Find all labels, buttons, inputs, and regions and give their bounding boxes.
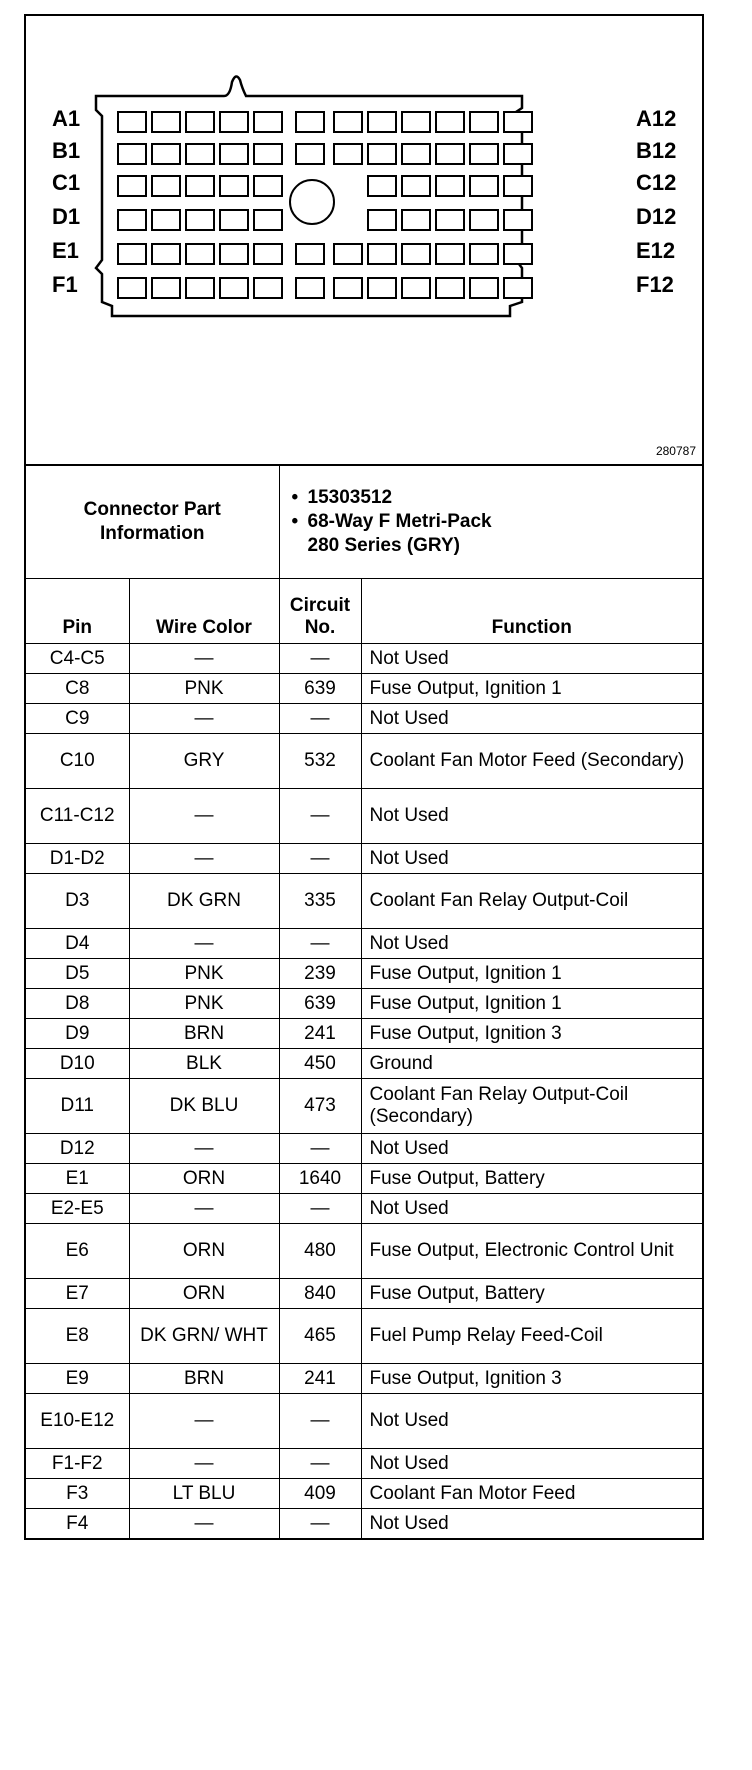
pin-cell: E1 [26, 1164, 129, 1194]
terminal-cavity [254, 176, 282, 196]
terminal-cavity [186, 210, 214, 230]
wire-color-cell: — [129, 1449, 279, 1479]
pin-cell: C8 [26, 674, 129, 704]
pin-cell: E9 [26, 1364, 129, 1394]
table-row [26, 1019, 702, 1049]
pin-cell: E8 [26, 1309, 129, 1364]
terminal-cavity [186, 244, 214, 264]
function-cell: Not Used [361, 1449, 702, 1479]
function-cell: Ground [361, 1049, 702, 1079]
wire-color-cell: PNK [129, 989, 279, 1019]
wire-color-cell: ORN [129, 1224, 279, 1279]
terminal-cavity [254, 112, 282, 132]
circuit-no-cell: 532 [279, 734, 361, 789]
circuit-no-cell: 239 [279, 959, 361, 989]
terminal-cavity [436, 176, 464, 196]
connector-diagram [26, 16, 702, 466]
terminal-cavity [220, 278, 248, 298]
pin-cell: E6 [26, 1224, 129, 1279]
terminal-cavity [220, 176, 248, 196]
function-cell: Not Used [361, 704, 702, 734]
circuit-no-cell: 840 [279, 1279, 361, 1309]
pin-cell: D1-D2 [26, 844, 129, 874]
wire-color-cell: PNK [129, 959, 279, 989]
table-row [26, 1049, 702, 1079]
circuit-no-cell: 639 [279, 674, 361, 704]
terminal-cavity [296, 278, 324, 298]
circuit-no-cell: 335 [279, 874, 361, 929]
circuit-no-cell: 241 [279, 1364, 361, 1394]
pin-cell: D9 [26, 1019, 129, 1049]
center-bolt-hole [290, 180, 334, 224]
row-label-left: D1 [52, 204, 81, 229]
terminal-cavity [118, 210, 146, 230]
circuit-no-cell: — [279, 704, 361, 734]
wire-color-cell: — [129, 1394, 279, 1449]
terminal-cavity [402, 144, 430, 164]
terminal-cavity [220, 244, 248, 264]
terminal-cavity [402, 112, 430, 132]
terminal-cavity [368, 144, 396, 164]
terminal-cavity [470, 278, 498, 298]
row-label-left: C1 [52, 170, 81, 195]
circuit-no-cell: — [279, 644, 361, 674]
terminal-cavity [152, 210, 180, 230]
wire-color-cell: ORN [129, 1164, 279, 1194]
terminal-cavity [470, 112, 498, 132]
table-row [26, 1164, 702, 1194]
row-label-left: E1 [52, 238, 79, 263]
wire-color-cell: — [129, 789, 279, 844]
table-row [26, 734, 702, 789]
pin-cell: C9 [26, 704, 129, 734]
table-row [26, 1194, 702, 1224]
pin-cell: E10-E12 [26, 1394, 129, 1449]
wire-color-cell: — [129, 929, 279, 959]
pin-cell: D11 [26, 1079, 129, 1134]
function-cell: Coolant Fan Relay Output-Coil [361, 874, 702, 929]
connector-face-drawing [26, 16, 702, 464]
terminal-cavity [504, 112, 532, 132]
terminal-cavity [118, 112, 146, 132]
terminal-cavity [186, 112, 214, 132]
terminal-cavity [186, 144, 214, 164]
pinout-table [26, 578, 702, 1538]
circuit-no-cell: — [279, 1449, 361, 1479]
table-row [26, 644, 702, 674]
circuit-no-cell: 1640 [279, 1164, 361, 1194]
wire-color-cell: BRN [129, 1364, 279, 1394]
terminal-cavity [152, 278, 180, 298]
function-cell: Coolant Fan Relay Output-Coil (Secondary) [361, 1079, 702, 1134]
function-cell: Fuse Output, Ignition 3 [361, 1019, 702, 1049]
pin-cell: D12 [26, 1134, 129, 1164]
row-label-right: D12 [636, 204, 677, 229]
function-cell: Not Used [361, 1194, 702, 1224]
terminal-cavity [368, 278, 396, 298]
terminal-cavity [254, 244, 282, 264]
terminal-cavity [296, 244, 324, 264]
terminal-cavity [334, 112, 362, 132]
function-cell: Fuse Output, Electronic Control Unit [361, 1224, 702, 1279]
function-cell: Fuse Output, Ignition 3 [361, 1364, 702, 1394]
row-label-right: C12 [636, 170, 677, 195]
function-cell: Not Used [361, 929, 702, 959]
function-cell: Coolant Fan Motor Feed (Secondary) [361, 734, 702, 789]
terminal-cavity [220, 112, 248, 132]
pin-cell: D10 [26, 1049, 129, 1079]
table-row [26, 959, 702, 989]
circuit-no-cell: — [279, 1394, 361, 1449]
pin-cell: F4 [26, 1509, 129, 1539]
wire-color-cell: GRY [129, 734, 279, 789]
function-cell: Fuse Output, Ignition 1 [361, 989, 702, 1019]
terminal-cavity [152, 244, 180, 264]
row-label-left: B1 [52, 138, 81, 163]
terminal-cavity [254, 144, 282, 164]
connector-description-line2: 280 Series (GRY) [307, 535, 460, 556]
table-row [26, 1134, 702, 1164]
circuit-no-cell: — [279, 1134, 361, 1164]
pin-cell: C11-C12 [26, 789, 129, 844]
terminal-cavity [334, 144, 362, 164]
terminal-cavity [504, 176, 532, 196]
pin-header: Pin [26, 579, 129, 644]
terminal-cavity [402, 244, 430, 264]
terminal-cavity [504, 244, 532, 264]
wire-color-cell: — [129, 1134, 279, 1164]
circuit-no-cell: 465 [279, 1309, 361, 1364]
terminal-cavity [152, 112, 180, 132]
pin-cell: D5 [26, 959, 129, 989]
wire-color-cell: BRN [129, 1019, 279, 1049]
terminal-cavity [470, 210, 498, 230]
function-cell: Fuse Output, Battery [361, 1164, 702, 1194]
pin-cell: E7 [26, 1279, 129, 1309]
terminal-cavity [118, 176, 146, 196]
table-row [26, 674, 702, 704]
table-row [26, 1509, 702, 1539]
function-cell: Coolant Fan Motor Feed [361, 1479, 702, 1509]
table-row [26, 1309, 702, 1364]
terminal-cavity [402, 210, 430, 230]
pin-cell: E2-E5 [26, 1194, 129, 1224]
table-row [26, 1079, 702, 1134]
function-header: Function [361, 579, 702, 644]
terminal-cavity [118, 244, 146, 264]
connector-info-table [26, 466, 702, 578]
terminal-cavity [118, 144, 146, 164]
terminal-cavity [220, 210, 248, 230]
wire-color-cell: DK GRN/ WHT [129, 1309, 279, 1364]
table-row [26, 874, 702, 929]
circuit-no-cell: 639 [279, 989, 361, 1019]
function-cell: Not Used [361, 844, 702, 874]
part-number: • 15303512 [308, 486, 696, 510]
wire-color-cell: — [129, 644, 279, 674]
connector-part-info-values [279, 466, 702, 578]
wire-color-cell: LT BLU [129, 1479, 279, 1509]
pin-cell: D4 [26, 929, 129, 959]
wire-color-cell: DK GRN [129, 874, 279, 929]
wire-color-cell: — [129, 1509, 279, 1539]
function-cell: Not Used [361, 644, 702, 674]
table-row [26, 1279, 702, 1309]
terminal-cavity [436, 112, 464, 132]
terminal-cavity [152, 176, 180, 196]
terminal-cavity [436, 210, 464, 230]
terminal-cavity [254, 278, 282, 298]
row-label-right: B12 [636, 138, 677, 163]
terminal-cavity [402, 278, 430, 298]
table-row [26, 989, 702, 1019]
function-cell: Fuel Pump Relay Feed-Coil [361, 1309, 702, 1364]
table-row [26, 704, 702, 734]
wire-color-cell: DK BLU [129, 1079, 279, 1134]
circuit-no-header: Circuit No. [279, 579, 361, 644]
pin-cell: F1-F2 [26, 1449, 129, 1479]
terminal-cavity [334, 244, 362, 264]
row-label-right: E12 [636, 238, 676, 263]
terminal-cavity [118, 278, 146, 298]
wire-color-cell: — [129, 1194, 279, 1224]
pin-cell: D8 [26, 989, 129, 1019]
wire-color-cell: BLK [129, 1049, 279, 1079]
terminal-cavity [220, 144, 248, 164]
terminal-cavity [296, 112, 324, 132]
terminal-cavity [436, 278, 464, 298]
terminal-cavity [470, 176, 498, 196]
terminal-cavity [334, 278, 362, 298]
function-cell: Not Used [361, 789, 702, 844]
circuit-no-cell: 480 [279, 1224, 361, 1279]
terminal-cavity [368, 210, 396, 230]
terminal-cavity [368, 244, 396, 264]
terminal-cavity [368, 176, 396, 196]
terminal-cavity [254, 210, 282, 230]
pinout-header-row [26, 579, 702, 644]
terminal-cavity [402, 176, 430, 196]
connector-sheet [24, 14, 704, 1540]
connector-part-info-label: Connector Part Information [26, 466, 279, 578]
table-row [26, 789, 702, 844]
pin-cell: C4-C5 [26, 644, 129, 674]
wire-color-header: Wire Color [129, 579, 279, 644]
circuit-no-cell: — [279, 929, 361, 959]
image-id: 280787 [655, 444, 696, 458]
circuit-no-cell: — [279, 1509, 361, 1539]
circuit-no-cell: 409 [279, 1479, 361, 1509]
terminal-cavity [186, 278, 214, 298]
pin-cell: F3 [26, 1479, 129, 1509]
row-label-left: A1 [52, 106, 81, 131]
terminal-cavity [186, 176, 214, 196]
circuit-no-cell: — [279, 789, 361, 844]
terminal-cavity [436, 244, 464, 264]
circuit-no-cell: 473 [279, 1079, 361, 1134]
terminal-cavity [436, 144, 464, 164]
table-row [26, 929, 702, 959]
terminal-cavity [470, 144, 498, 164]
table-row [26, 844, 702, 874]
function-cell: Fuse Output, Battery [361, 1279, 702, 1309]
terminal-cavity [504, 210, 532, 230]
table-row [26, 1479, 702, 1509]
function-cell: Not Used [361, 1394, 702, 1449]
function-cell: Fuse Output, Ignition 1 [361, 959, 702, 989]
terminal-cavity [152, 144, 180, 164]
table-row [26, 1364, 702, 1394]
terminal-cavity [470, 244, 498, 264]
terminal-cavity [296, 144, 324, 164]
wire-color-cell: ORN [129, 1279, 279, 1309]
pin-cell: C10 [26, 734, 129, 789]
terminal-cavity [504, 278, 532, 298]
circuit-no-cell: — [279, 844, 361, 874]
wire-color-cell: — [129, 704, 279, 734]
wire-color-cell: — [129, 844, 279, 874]
row-label-right: A12 [636, 106, 677, 131]
row-label-left: F1 [52, 272, 78, 297]
circuit-no-cell: — [279, 1194, 361, 1224]
function-cell: Not Used [361, 1509, 702, 1539]
circuit-no-cell: 450 [279, 1049, 361, 1079]
function-cell: Fuse Output, Ignition 1 [361, 674, 702, 704]
row-label-right: F12 [636, 272, 674, 297]
terminal-cavity [368, 112, 396, 132]
circuit-no-cell: 241 [279, 1019, 361, 1049]
table-row [26, 1224, 702, 1279]
wire-color-cell: PNK [129, 674, 279, 704]
function-cell: Not Used [361, 1134, 702, 1164]
connector-description-line1: 68-Way F Metri-Pack [307, 511, 492, 532]
table-row [26, 1449, 702, 1479]
terminal-cavity [504, 144, 532, 164]
pin-cell: D3 [26, 874, 129, 929]
table-row [26, 1394, 702, 1449]
